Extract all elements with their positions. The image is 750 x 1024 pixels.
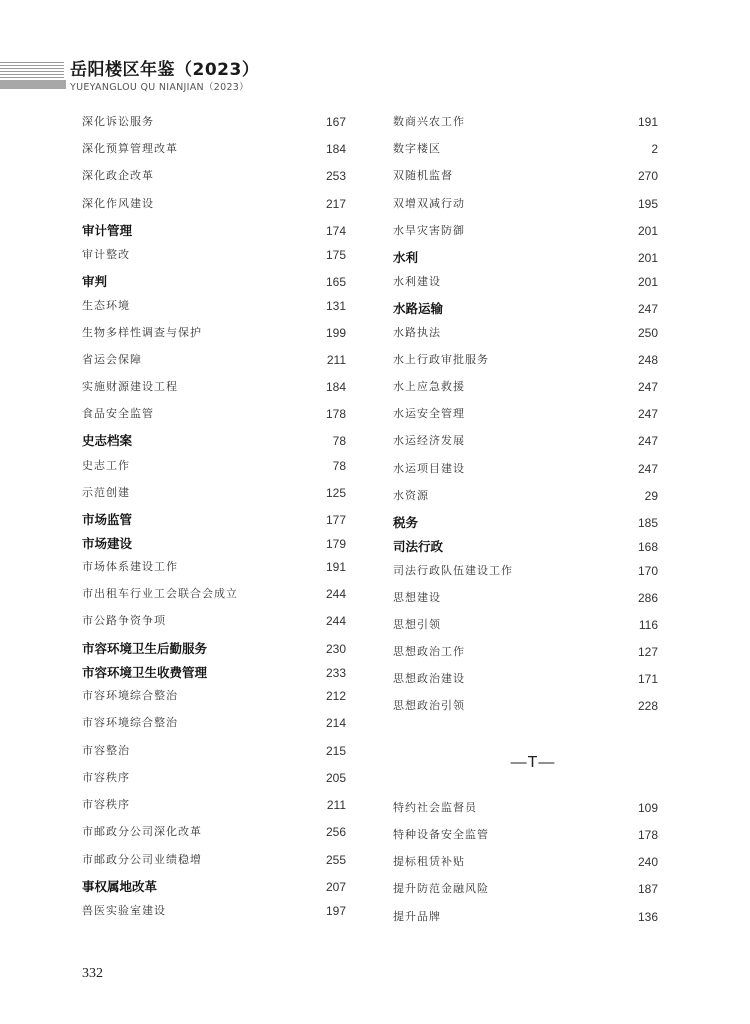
entry-page-number: 244 <box>325 614 346 628</box>
index-heading <box>82 877 346 897</box>
entry-page-number: 250 <box>637 326 658 340</box>
index-entry <box>393 139 658 159</box>
index-entry <box>393 669 658 689</box>
entry-page-number: 201 <box>637 251 658 265</box>
entry-term: 市邮政分公司业绩稳增 <box>82 853 202 866</box>
entry-page-number: 230 <box>325 642 346 656</box>
index-entry <box>393 696 658 716</box>
page-number: 332 <box>82 966 103 981</box>
entry-page-number: 195 <box>637 197 658 211</box>
index-heading <box>82 639 346 659</box>
index-entry <box>393 459 658 479</box>
entry-term: 提升品牌 <box>393 910 441 923</box>
entry-term: 水路执法 <box>393 326 441 339</box>
index-heading <box>393 537 658 557</box>
entry-term: 事权属地改革 <box>82 879 158 894</box>
entry-term: 双增双减行动 <box>393 197 465 210</box>
index-entry <box>82 112 346 132</box>
entry-term: 特约社会监督员 <box>393 801 477 814</box>
index-heading <box>82 663 346 683</box>
entry-term: 市容秩序 <box>82 771 130 784</box>
entry-term: 深化政企改革 <box>82 169 154 182</box>
index-entry <box>82 584 346 604</box>
entry-page-number: 127 <box>637 645 658 659</box>
index-entry <box>393 272 658 292</box>
entry-page-number: 165 <box>325 275 346 289</box>
entry-term: 水运经济发展 <box>393 434 465 447</box>
entry-page-number: 178 <box>637 828 658 842</box>
entry-term: 数商兴农工作 <box>393 115 465 128</box>
entry-page-number: 207 <box>325 880 346 894</box>
entry-term: 省运会保障 <box>82 353 142 366</box>
running-header-title: 岳阳楼区年鉴（2023） <box>70 60 260 80</box>
entry-page-number: 256 <box>325 825 346 839</box>
entry-term: 生态环境 <box>82 299 130 312</box>
index-entry <box>393 377 658 397</box>
entry-term: 史志档案 <box>82 433 133 448</box>
entry-page-number: 175 <box>325 248 346 262</box>
entry-term: 市出租车行业工会联合会成立 <box>82 587 238 600</box>
entry-page-number: 170 <box>637 564 658 578</box>
entry-term: 水运项目建设 <box>393 462 465 475</box>
entry-page-number: 191 <box>325 560 346 574</box>
index-entry <box>82 323 346 343</box>
index-entry <box>82 557 346 577</box>
entry-term: 提标租赁补贴 <box>393 855 465 868</box>
entry-page-number: 228 <box>637 699 658 713</box>
index-entry <box>82 377 346 397</box>
entry-term: 数字楼区 <box>393 142 441 155</box>
entry-term: 水利 <box>393 250 419 265</box>
entry-page-number: 78 <box>332 434 346 448</box>
entry-page-number: 171 <box>637 672 658 686</box>
index-entry <box>393 825 658 845</box>
entry-term: 兽医实验室建设 <box>82 904 166 917</box>
entry-page-number: 255 <box>325 853 346 867</box>
entry-term: 深化预算管理改革 <box>82 142 178 155</box>
index-entry <box>393 431 658 451</box>
entry-term: 市容环境卫生收费管理 <box>82 665 208 680</box>
entry-page-number: 174 <box>325 224 346 238</box>
entry-page-number: 131 <box>325 299 346 313</box>
entry-page-number: 217 <box>325 197 346 211</box>
entry-term: 水旱灾害防御 <box>393 224 465 237</box>
entry-term: 深化作风建设 <box>82 197 154 210</box>
entry-term: 思想建设 <box>393 591 441 604</box>
entry-term: 审计管理 <box>82 223 133 238</box>
index-heading <box>82 534 346 554</box>
index-heading <box>82 221 346 241</box>
entry-page-number: 2 <box>651 142 658 156</box>
index-entry <box>393 350 658 370</box>
entry-term: 市容环境综合整治 <box>82 716 178 729</box>
entry-page-number: 211 <box>326 353 346 367</box>
entry-term: 市邮政分公司深化改革 <box>82 825 202 838</box>
entry-page-number: 247 <box>637 302 658 316</box>
entry-page-number: 201 <box>637 275 658 289</box>
entry-term: 生物多样性调查与保护 <box>82 326 202 339</box>
entry-term: 市场体系建设工作 <box>82 560 178 573</box>
index-entry <box>82 296 346 316</box>
entry-page-number: 247 <box>637 462 658 476</box>
entry-page-number: 247 <box>637 434 658 448</box>
index-entry <box>393 879 658 899</box>
entry-page-number: 247 <box>637 407 658 421</box>
entry-term: 示范创建 <box>82 486 130 499</box>
entry-term: 司法行政队伍建设工作 <box>393 564 513 577</box>
entry-page-number: 136 <box>637 910 658 924</box>
index-entry <box>393 561 658 581</box>
index-entry <box>82 611 346 631</box>
entry-page-number: 212 <box>325 689 346 703</box>
entry-page-number: 184 <box>325 142 346 156</box>
entry-page-number: 185 <box>637 516 658 530</box>
entry-term: 市公路争资争项 <box>82 614 166 627</box>
entry-term: 双随机监督 <box>393 169 453 182</box>
index-entry <box>82 456 346 476</box>
entry-term: 水运安全管理 <box>393 407 465 420</box>
entry-term: 食品安全监管 <box>82 407 154 420</box>
entry-page-number: 167 <box>325 115 346 129</box>
entry-term: 司法行政 <box>393 539 444 554</box>
index-entry <box>393 323 658 343</box>
entry-page-number: 184 <box>325 380 346 394</box>
entry-page-number: 247 <box>637 380 658 394</box>
entry-term: 水资源 <box>393 489 429 502</box>
entry-term: 深化诉讼服务 <box>82 115 154 128</box>
index-entry <box>82 483 346 503</box>
index-entry <box>393 166 658 186</box>
entry-page-number: 178 <box>325 407 346 421</box>
entry-term: 水上应急救援 <box>393 380 465 393</box>
entry-page-number: 179 <box>325 537 346 551</box>
index-entry <box>82 166 346 186</box>
entry-page-number: 29 <box>644 489 658 503</box>
index-heading <box>82 272 346 292</box>
entry-term: 水利建设 <box>393 275 441 288</box>
entry-page-number: 233 <box>325 666 346 680</box>
header-decoration-lines <box>0 62 64 80</box>
entry-page-number: 205 <box>325 771 346 785</box>
index-entry <box>82 795 346 815</box>
entry-page-number: 78 <box>332 459 346 473</box>
index-entry <box>393 852 658 872</box>
index-entry <box>82 741 346 761</box>
index-entry <box>82 404 346 424</box>
index-heading <box>393 299 658 319</box>
index-heading <box>393 248 658 268</box>
entry-page-number: 187 <box>637 882 658 896</box>
index-entry <box>393 588 658 608</box>
entry-term: 思想政治建设 <box>393 672 465 685</box>
entry-term: 特种设备安全监管 <box>393 828 489 841</box>
index-entry <box>82 850 346 870</box>
entry-page-number: 177 <box>325 513 346 527</box>
index-entry <box>393 194 658 214</box>
entry-term: 市容整治 <box>82 744 130 757</box>
entry-term: 水上行政审批服务 <box>393 353 489 366</box>
entry-term: 市场监管 <box>82 512 133 527</box>
entry-page-number: 240 <box>637 855 658 869</box>
index-entry <box>82 350 346 370</box>
index-entry <box>393 112 658 132</box>
entry-term: 实施财源建设工程 <box>82 380 178 393</box>
entry-page-number: 191 <box>637 115 658 129</box>
index-entry <box>393 907 658 927</box>
index-entry <box>82 139 346 159</box>
section-letter-heading: —T— <box>510 754 556 771</box>
entry-term: 史志工作 <box>82 459 130 472</box>
index-entry <box>393 221 658 241</box>
entry-term: 市场建设 <box>82 536 133 551</box>
entry-page-number: 116 <box>638 618 658 632</box>
entry-page-number: 168 <box>637 540 658 554</box>
index-entry <box>393 486 658 506</box>
entry-term: 思想引领 <box>393 618 441 631</box>
entry-page-number: 125 <box>325 486 346 500</box>
entry-page-number: 215 <box>325 744 346 758</box>
index-entry <box>82 822 346 842</box>
entry-term: 思想政治工作 <box>393 645 465 658</box>
index-heading <box>393 513 658 533</box>
index-entry <box>82 245 346 265</box>
index-entry <box>393 798 658 818</box>
entry-term: 水路运输 <box>393 301 444 316</box>
entry-term: 审判 <box>82 274 108 289</box>
header-decoration-bar <box>0 80 66 89</box>
entry-page-number: 201 <box>637 224 658 238</box>
entry-page-number: 211 <box>326 798 346 812</box>
entry-term: 思想政治引领 <box>393 699 465 712</box>
index-entry <box>393 615 658 635</box>
index-heading <box>82 510 346 530</box>
index-entry <box>393 404 658 424</box>
entry-term: 税务 <box>393 515 419 530</box>
entry-page-number: 197 <box>325 904 346 918</box>
index-entry <box>82 194 346 214</box>
entry-page-number: 214 <box>325 716 346 730</box>
entry-page-number: 248 <box>637 353 658 367</box>
entry-page-number: 253 <box>325 169 346 183</box>
index-entry <box>393 642 658 662</box>
running-header-subtitle: YUEYANGLOU QU NIANJIAN（2023） <box>70 82 249 93</box>
index-entry <box>82 713 346 733</box>
entry-page-number: 244 <box>325 587 346 601</box>
entry-page-number: 270 <box>637 169 658 183</box>
entry-page-number: 199 <box>325 326 346 340</box>
entry-term: 提升防范金融风险 <box>393 882 489 895</box>
entry-term: 市容环境综合整治 <box>82 689 178 702</box>
entry-term: 审计整改 <box>82 248 130 261</box>
entry-page-number: 109 <box>637 801 658 815</box>
index-heading <box>82 431 346 451</box>
index-entry <box>82 901 346 921</box>
entry-term: 市容秩序 <box>82 798 130 811</box>
entry-page-number: 286 <box>637 591 658 605</box>
index-entry <box>82 686 346 706</box>
entry-term: 市容环境卫生后勤服务 <box>82 641 208 656</box>
index-entry <box>82 768 346 788</box>
